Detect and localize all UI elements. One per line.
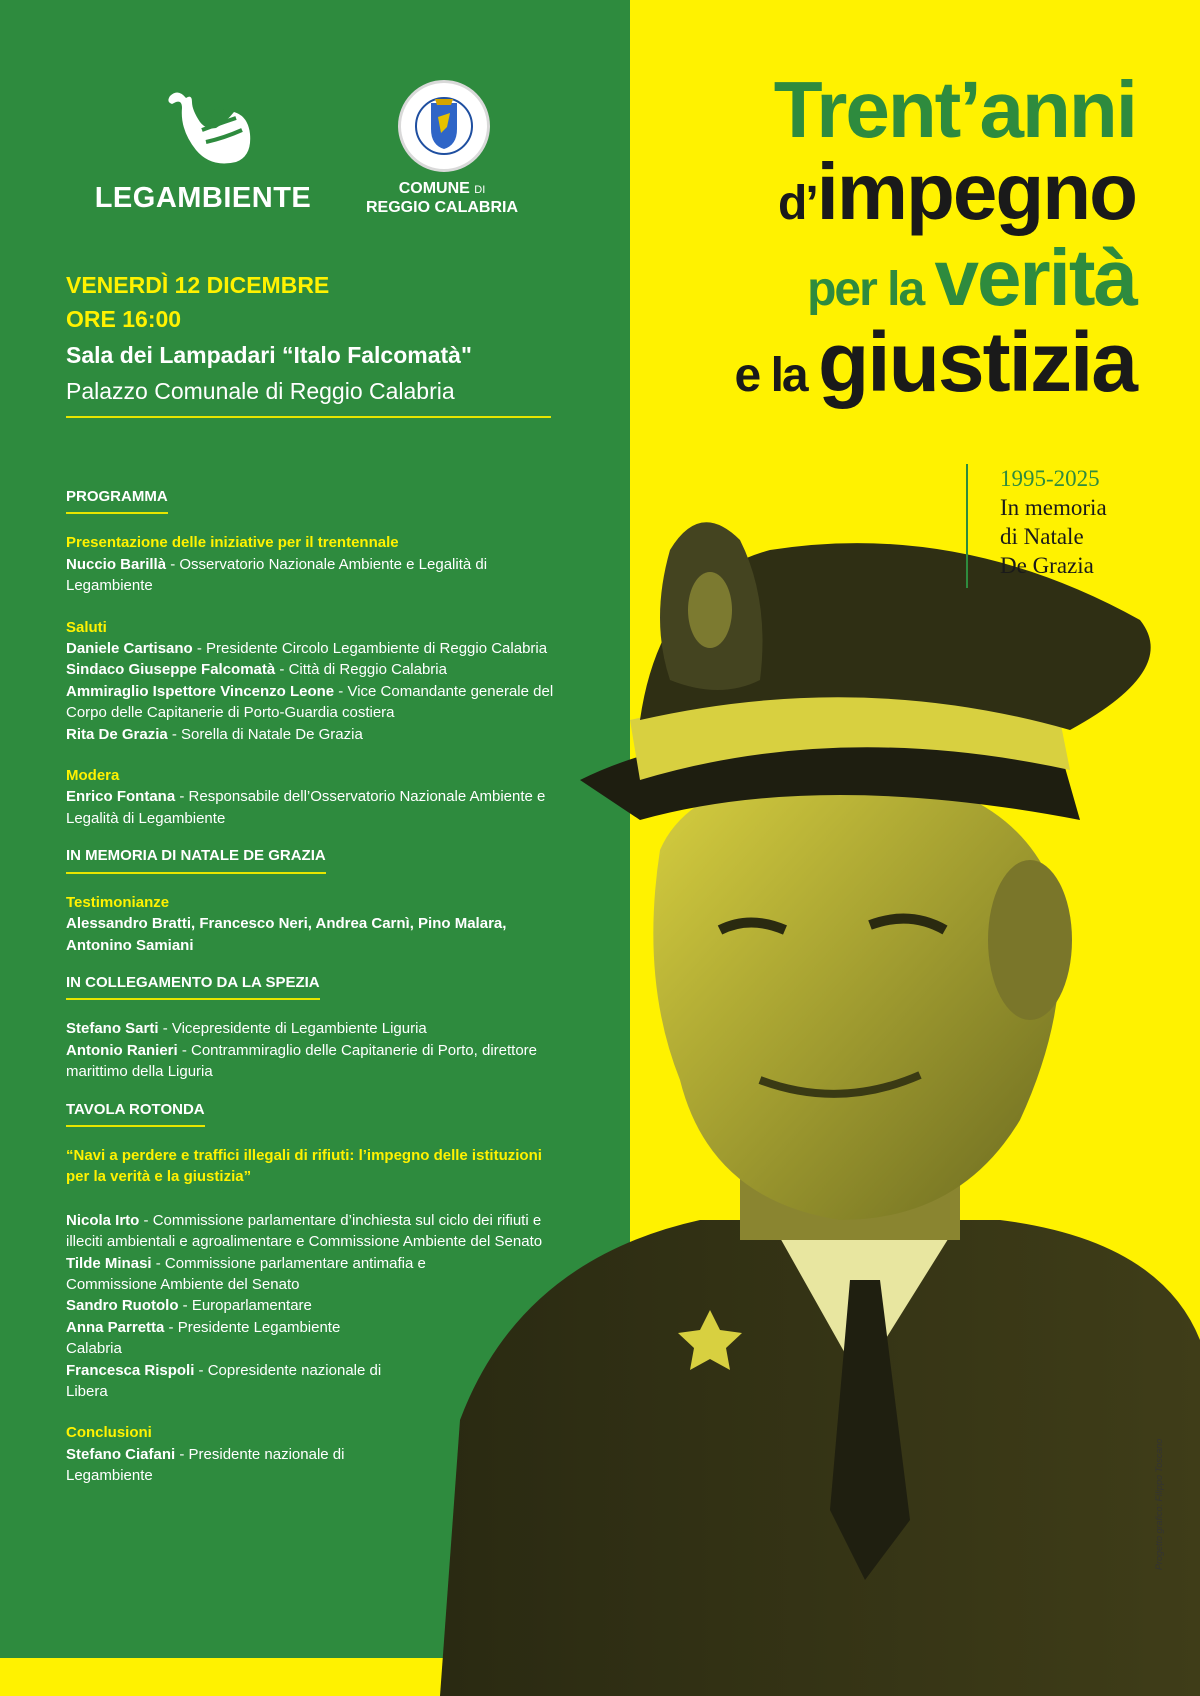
list-item: Stefano Ciafani - Presidente nazionale di Legambiente — [66, 1445, 345, 1485]
list-item: Alessandro Bratti, Francesco Neri, Andrea Carnì, Pino Malara, Antonino Samiani — [66, 915, 507, 954]
event-palace: Palazzo Comunale di Reggio Calabria — [66, 378, 455, 404]
spezia-heading: IN COLLEGAMENTO DA LA SPEZIA — [66, 972, 320, 1000]
list-item: Rita De Grazia - Sorella di Natale De Grazia — [66, 725, 363, 743]
memoria-text — [1000, 464, 1107, 580]
program-heading: PROGRAMMA — [66, 486, 168, 514]
swan-icon — [156, 78, 256, 178]
memoria-divider — [966, 464, 968, 588]
list-item: Sandro Ruotolo - Europarlamentare — [66, 1297, 312, 1315]
memoria-years: 1995-2025 — [1000, 466, 1100, 491]
intro-section — [66, 532, 566, 596]
list-item: Nicola Irto - Commissione parlamentare d’inchiesta sul ciclo dei rifiuti e illeciti ambientali e agroalimentare e Commissione Ambiente del Senato — [66, 1211, 543, 1251]
design-credit: Progetto grafico: Filippo Toscano — [1154, 1438, 1164, 1570]
divider — [66, 416, 551, 418]
list-item: Nuccio Barillà - Osservatorio Nazionale Ambiente e Legalità di Legambiente — [66, 555, 488, 595]
modera-section — [66, 765, 566, 829]
comune-name: COMUNE DI REGGIO CALABRIA — [366, 180, 518, 216]
testimonianze-section — [66, 892, 566, 956]
crest-icon — [425, 99, 463, 151]
memoria-line: In memoria — [1000, 495, 1107, 520]
tavola-heading: TAVOLA ROTONDA — [66, 1099, 205, 1127]
testimonianze-title: Testimonianze — [66, 893, 170, 911]
list-item: Antonio Ranieri - Contrammiraglio delle Capitanerie di Porto, direttore marittimo della Liguria — [66, 1041, 537, 1081]
saluti-section — [66, 617, 566, 745]
saluti-title: Saluti — [66, 618, 107, 636]
event-venue: Sala dei Lampadari “Italo Falcomatà" — [66, 342, 472, 368]
intro-title: Presentazione delle iniziative per il trentennale — [66, 534, 399, 552]
event-date: VENERDÌ 12 DICEMBRE — [66, 272, 330, 298]
list-item: Tilde Minasi - Commissione parlamentare antimafia e Commissione Ambiente del Senato — [66, 1254, 426, 1293]
program — [66, 486, 566, 1507]
memoria-line: di Natale — [1000, 524, 1084, 549]
event-time: ORE 16:00 — [66, 306, 182, 332]
list-item: Sindaco Giuseppe Falcomatà - Città di Reggio Calabria — [66, 661, 447, 679]
conclusioni-section — [66, 1422, 386, 1486]
tavola-section — [66, 1210, 543, 1403]
memoria-heading: IN MEMORIA DI NATALE DE GRAZIA — [66, 845, 326, 873]
tavola-quote: “Navi a perdere e traffici illegali di rifiuti: l’impegno delle istituzioni per la verità e la giustizia” — [66, 1146, 542, 1186]
memoria-line: De Grazia — [1000, 553, 1094, 578]
title-line-4: e la giustizia — [734, 315, 1136, 409]
modera-title: Modera — [66, 767, 120, 785]
list-item: Ammiraglio Ispettore Vincenzo Leone - Vice Comandante generale del Corpo delle Capitanerie di Porto-Guardia costiera — [66, 682, 554, 722]
conclusioni-title: Conclusioni — [66, 1424, 152, 1442]
title-line-3: per la verità — [807, 233, 1136, 322]
list-item: Anna Parretta - Presidente Legambiente Calabria — [66, 1318, 341, 1358]
comune-seal — [398, 80, 490, 172]
legambiente-logo — [88, 78, 318, 218]
comune-logo — [356, 80, 528, 220]
title-line-1: Trent’anni — [773, 65, 1136, 154]
spezia-section — [66, 1018, 566, 1082]
list-item: Enrico Fontana - Responsabile dell’Osservatorio Nazionale Ambiente e Legalità di Legambiente — [66, 788, 546, 827]
list-item: Daniele Cartisano - Presidente Circolo Legambiente di Reggio Calabria — [66, 640, 548, 658]
list-item: Francesca Rispoli - Copresidente nazionale di Libera — [66, 1361, 382, 1400]
title-line-2: d’impegno — [778, 147, 1136, 236]
poster-title — [650, 65, 1136, 410]
list-item: Stefano Sarti - Vicepresidente di Legambiente Liguria — [66, 1020, 427, 1038]
legambiente-name: LEGAMBIENTE — [94, 182, 312, 214]
